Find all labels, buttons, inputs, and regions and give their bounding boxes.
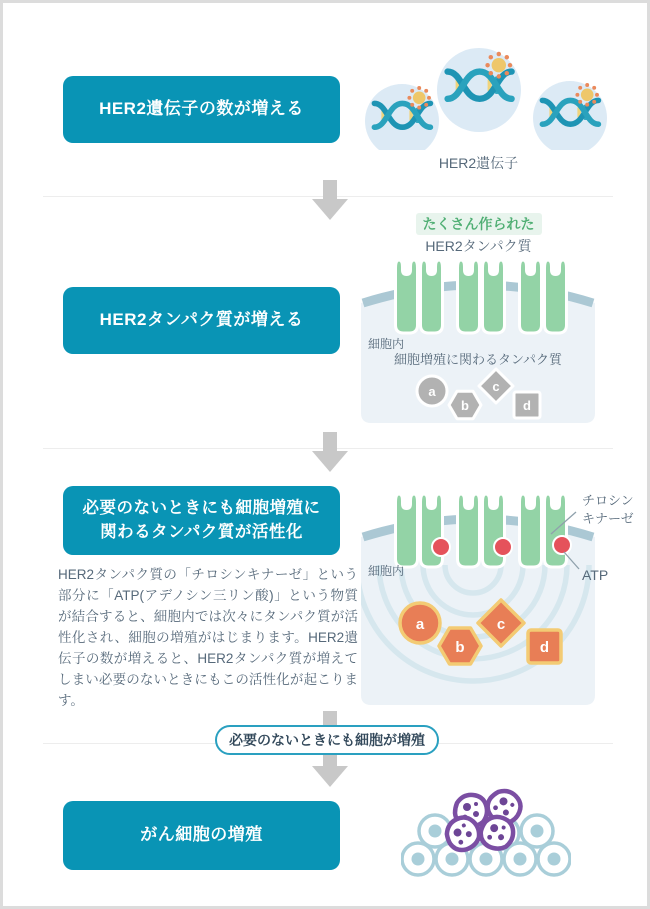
svg-text:d: d: [539, 639, 550, 656]
step2-box: [63, 287, 340, 354]
svg-text:c: c: [496, 616, 506, 633]
svg-text:a: a: [415, 616, 425, 633]
atp-dot: [494, 538, 512, 556]
cancer-cells-illustration: [401, 787, 571, 879]
step4-box: [63, 801, 340, 870]
svg-text:d: d: [523, 398, 531, 413]
her2-protein-label: HER2タンパク質: [425, 238, 532, 254]
gene-circle-right: [533, 81, 607, 150]
gene-circle-left: [365, 84, 439, 150]
svg-text:a: a: [428, 384, 436, 399]
tyrosine-kinase-label-line2: キナーゼ: [582, 511, 634, 526]
active-protein-a: [400, 603, 440, 643]
down-arrow-2: [308, 432, 352, 472]
her2-receptor-pair: [396, 494, 443, 567]
svg-text:b: b: [455, 639, 465, 656]
cell-interior-label: 細胞内: [368, 337, 405, 351]
gene-circle-center: [437, 48, 521, 132]
step1-box: [63, 76, 340, 143]
her2-receptor-pair: [458, 260, 505, 333]
atp-dot: [432, 538, 450, 556]
active-protein-b: [439, 628, 481, 664]
step3-description: HER2タンパク質の「チロシンキナーゼ」という部分に「ATP(アデノシン三リン酸)」という物質が結合すると、細胞内では次々にタンパク質が活性化され、細胞の増殖がはじまります。HER2遺伝子の数が増えると、HER2タンパク質が増えてしまい必要のないときにもこの活性化が起こります。: [58, 567, 358, 709]
step2-box-label: HER2タンパク質が増える: [99, 310, 304, 330]
atp-label: ATP: [582, 567, 609, 583]
cell-panel-inactive: [361, 251, 595, 423]
step3-box-label-line2: 関わるタンパク質が活性化: [100, 522, 303, 541]
tyrosine-kinase-label-line1: チロシン: [582, 493, 634, 508]
proteins-caption: 細胞増殖に関わるタンパク質: [393, 352, 563, 367]
her2-receptor-pair: [520, 260, 567, 333]
inactive-protein-a: [417, 376, 447, 406]
step3-box-label-line1: 必要のないときにも細胞増殖に: [82, 498, 321, 517]
svg-text:b: b: [461, 398, 469, 413]
her2-receptor-pair: [458, 494, 505, 567]
step1-box-label: HER2遺伝子の数が増える: [99, 99, 304, 119]
atp-dot: [553, 536, 571, 554]
her2-gene-caption: HER2遺伝子: [438, 155, 519, 171]
transition-badge-label: 必要のないときにも細胞が増殖: [229, 732, 425, 748]
active-protein-d: [528, 630, 561, 663]
inactive-protein-d: [514, 392, 540, 418]
cell-interior-label: 細胞内: [368, 564, 405, 578]
her2-receptor-pair: [520, 494, 567, 567]
down-arrow-1: [308, 180, 352, 220]
inactive-protein-b: [449, 391, 481, 419]
step3-box: [63, 486, 340, 555]
her2-gene-illustration: [361, 38, 611, 150]
cell-panel-active: [361, 487, 650, 705]
svg-text:c: c: [492, 379, 500, 394]
transition-badge: [215, 725, 439, 755]
made-in-abundance-tag: たくさん作られた: [416, 213, 542, 235]
her2-receptor-pair: [396, 260, 443, 333]
step4-box-label: がん細胞の増殖: [140, 825, 263, 845]
made-in-abundance-tag-wrap: [361, 213, 596, 235]
